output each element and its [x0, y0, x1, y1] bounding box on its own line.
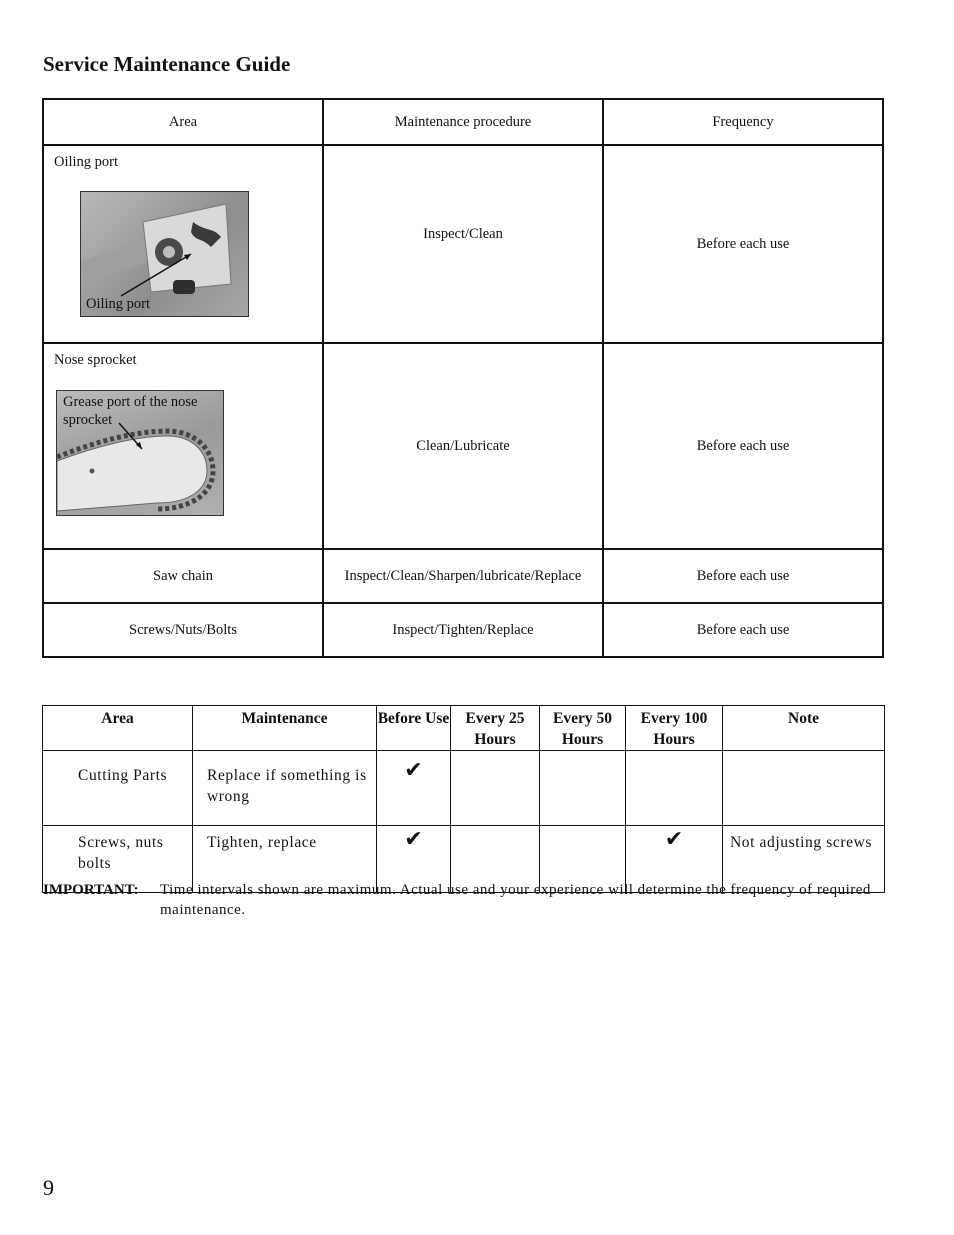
- note-cell: [723, 751, 885, 826]
- frequency-cell: Before each use: [603, 549, 883, 603]
- every-50-check: [540, 751, 626, 826]
- column-header-maintenance: Maintenance: [193, 706, 377, 751]
- oiling-port-photo: [80, 191, 249, 317]
- before-use-check: ✔: [377, 826, 451, 893]
- procedure-text: Inspect/Clean: [423, 225, 503, 242]
- procedure-cell: Clean/Lubricate: [323, 343, 603, 549]
- column-header-procedure: Maintenance procedure: [323, 99, 603, 145]
- area-cell: [43, 145, 323, 343]
- every-25-check: [451, 751, 540, 826]
- every-100-check: [626, 751, 723, 826]
- column-header-every-100-hours: Every 100 Hours: [626, 706, 723, 751]
- nose-sprocket-caption: Grease port of the nose sprocket: [63, 394, 198, 428]
- maintenance-cell: Tighten, replace: [193, 826, 377, 893]
- column-header-every-25-hours: Every 25 Hours: [451, 706, 540, 751]
- column-header-note: Note: [723, 706, 885, 751]
- service-table: [42, 98, 884, 658]
- frequency-cell: Before each use: [603, 145, 883, 343]
- table-row: [43, 145, 883, 343]
- column-header-frequency: Frequency: [603, 99, 883, 145]
- area-label: Nose sprocket: [54, 352, 137, 368]
- page-number: 9: [43, 1175, 54, 1200]
- area-cell: Screws, nuts bolts: [43, 826, 193, 893]
- oiling-port-caption: Oiling port: [86, 296, 151, 312]
- important-text: Time intervals shown are maximum. Actual use and your experience will determine the frequency of required maintenance.: [160, 882, 871, 918]
- maintenance-cell: Replace if something is wrong: [193, 751, 377, 826]
- area-cell: [43, 343, 323, 549]
- area-cell: Saw chain: [43, 549, 323, 603]
- procedure-cell: [323, 145, 603, 343]
- procedure-cell: Inspect/Clean/Sharpen/lubricate/Replace: [323, 549, 603, 603]
- column-header-area: Area: [43, 99, 323, 145]
- before-use-check: ✔: [377, 751, 451, 826]
- table-row: [43, 603, 883, 657]
- nose-sprocket-photo: [56, 390, 224, 516]
- frequency-cell: Before each use: [603, 343, 883, 549]
- note-cell: Not adjusting screws: [723, 826, 885, 893]
- page-title: Service Maintenance Guide: [43, 52, 291, 76]
- table-row: [43, 343, 883, 549]
- column-header-area: Area: [43, 706, 193, 751]
- frequency-cell: Before each use: [603, 603, 883, 657]
- table-row: [43, 549, 883, 603]
- maintenance-schedule-table: [42, 705, 885, 893]
- area-label: Oiling port: [54, 154, 119, 170]
- table-header-row: [43, 706, 885, 751]
- important-label: IMPORTANT:: [43, 882, 139, 898]
- table-header-row: [43, 99, 883, 145]
- every-100-check: ✔: [626, 826, 723, 893]
- area-cell: Cutting Parts: [43, 751, 193, 826]
- column-header-every-50-hours: Every 50 Hours: [540, 706, 626, 751]
- area-cell: Screws/Nuts/Bolts: [43, 603, 323, 657]
- procedure-cell: Inspect/Tighten/Replace: [323, 603, 603, 657]
- column-header-before-use: Before Use: [377, 706, 451, 751]
- table-row: [43, 751, 885, 826]
